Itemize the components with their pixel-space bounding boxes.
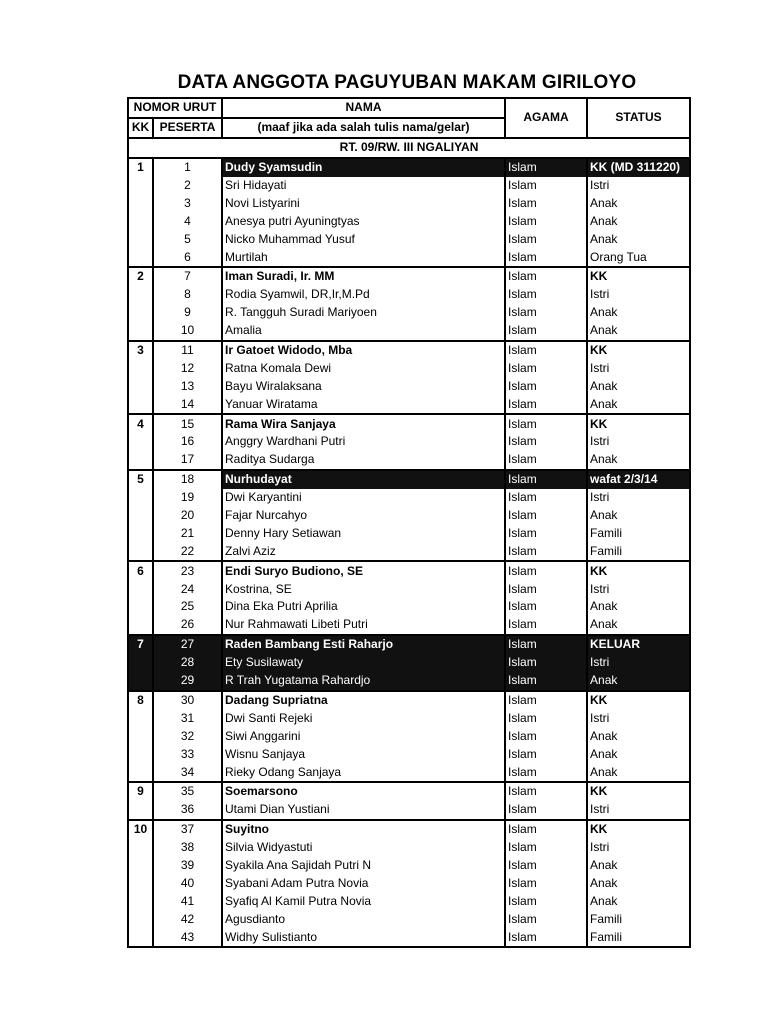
name-cell: Rodia Syamwil, DR,Ir,M.Pd [222, 286, 505, 304]
agama-cell: Islam [505, 158, 587, 177]
peserta-cell: 36 [153, 801, 222, 820]
peserta-cell: 34 [153, 763, 222, 782]
kk-cell [128, 928, 153, 947]
peserta-cell: 25 [153, 598, 222, 616]
agama-cell: Islam [505, 782, 587, 801]
peserta-cell: 43 [153, 928, 222, 947]
table-row [128, 286, 690, 304]
table-row [128, 304, 690, 322]
table-row [128, 177, 690, 195]
kk-cell [128, 857, 153, 875]
name-cell: Siwi Anggarini [222, 727, 505, 745]
name-cell: Dudy Syamsudin [222, 158, 505, 177]
agama-cell: Islam [505, 194, 587, 212]
agama-cell: Islam [505, 451, 587, 470]
agama-cell: Islam [505, 727, 587, 745]
status-cell: Istri [587, 489, 690, 507]
name-cell: Dwi Karyantini [222, 489, 505, 507]
status-cell: Istri [587, 654, 690, 672]
kk-cell [128, 910, 153, 928]
agama-cell: Islam [505, 524, 587, 542]
peserta-cell: 10 [153, 322, 222, 341]
agama-cell: Islam [505, 395, 587, 414]
status-cell: Anak [587, 727, 690, 745]
kk-cell: 8 [128, 691, 153, 710]
peserta-cell: 14 [153, 395, 222, 414]
document-title: DATA ANGGOTA PAGUYUBAN MAKAM GIRILOYO [177, 72, 637, 93]
peserta-cell: 21 [153, 524, 222, 542]
table-row [128, 212, 690, 230]
agama-cell: Islam [505, 304, 587, 322]
table-row [128, 892, 690, 910]
name-cell: Nurhudayat [222, 470, 505, 489]
table-row [128, 709, 690, 727]
agama-cell: Islam [505, 709, 587, 727]
agama-cell: Islam [505, 377, 587, 395]
status-cell: Anak [587, 892, 690, 910]
table-row [128, 616, 690, 635]
peserta-cell: 8 [153, 286, 222, 304]
kk-cell: 4 [128, 414, 153, 433]
header-agama: AGAMA [505, 98, 587, 138]
status-cell: KK [587, 820, 690, 839]
agama-cell: Islam [505, 820, 587, 839]
table-row [128, 598, 690, 616]
status-cell: Istri [587, 709, 690, 727]
status-cell: Anak [587, 212, 690, 230]
name-cell: Zalvi Aziz [222, 542, 505, 561]
table-row [128, 359, 690, 377]
peserta-cell: 38 [153, 839, 222, 857]
kk-cell [128, 763, 153, 782]
header-peserta: PESERTA [153, 118, 222, 138]
status-cell: KK [587, 341, 690, 360]
peserta-cell: 7 [153, 267, 222, 286]
table-row [128, 580, 690, 598]
status-cell: Anak [587, 451, 690, 470]
status-cell: Anak [587, 395, 690, 414]
agama-cell: Islam [505, 341, 587, 360]
kk-cell [128, 745, 153, 763]
kk-cell [128, 654, 153, 672]
name-cell: Ratna Komala Dewi [222, 359, 505, 377]
table-row [128, 451, 690, 470]
status-cell: Anak [587, 377, 690, 395]
name-cell: Kostrina, SE [222, 580, 505, 598]
kk-cell [128, 230, 153, 248]
name-cell: Amalia [222, 322, 505, 341]
peserta-cell: 40 [153, 874, 222, 892]
status-cell: Anak [587, 304, 690, 322]
name-cell: Syakila Ana Sajidah Putri N [222, 857, 505, 875]
status-cell: Anak [587, 507, 690, 525]
peserta-cell: 9 [153, 304, 222, 322]
status-cell: Anak [587, 745, 690, 763]
status-cell: Anak [587, 857, 690, 875]
peserta-cell: 22 [153, 542, 222, 561]
agama-cell: Islam [505, 414, 587, 433]
kk-cell: 6 [128, 561, 153, 580]
status-cell: Anak [587, 322, 690, 341]
table-row [128, 267, 690, 286]
name-cell: Rieky Odang Sanjaya [222, 763, 505, 782]
status-cell: Famili [587, 928, 690, 947]
status-cell: Famili [587, 542, 690, 561]
table-row [128, 248, 690, 267]
kk-cell: 7 [128, 635, 153, 654]
kk-cell [128, 489, 153, 507]
name-cell: Soemarsono [222, 782, 505, 801]
peserta-cell: 32 [153, 727, 222, 745]
peserta-cell: 2 [153, 177, 222, 195]
status-cell: KK [587, 561, 690, 580]
peserta-cell: 24 [153, 580, 222, 598]
kk-cell [128, 212, 153, 230]
agama-cell: Islam [505, 857, 587, 875]
agama-cell: Islam [505, 745, 587, 763]
name-cell: Utami Dian Yustiani [222, 801, 505, 820]
status-cell: Istri [587, 433, 690, 451]
peserta-cell: 4 [153, 212, 222, 230]
agama-cell: Islam [505, 507, 587, 525]
name-cell: Raden Bambang Esti Raharjo [222, 635, 505, 654]
name-cell: Endi Suryo Budiono, SE [222, 561, 505, 580]
status-cell: KK [587, 267, 690, 286]
status-cell: KELUAR [587, 635, 690, 654]
agama-cell: Islam [505, 928, 587, 947]
name-cell: Widhy Sulistianto [222, 928, 505, 947]
agama-cell: Islam [505, 598, 587, 616]
kk-cell: 10 [128, 820, 153, 839]
kk-cell [128, 377, 153, 395]
table-row [128, 414, 690, 433]
agama-cell: Islam [505, 654, 587, 672]
kk-cell: 3 [128, 341, 153, 360]
status-cell: Istri [587, 580, 690, 598]
peserta-cell: 41 [153, 892, 222, 910]
table-row [128, 561, 690, 580]
name-cell: Yanuar Wiratama [222, 395, 505, 414]
name-cell: Dina Eka Putri Aprilia [222, 598, 505, 616]
section-title: RT. 09/RW. III NGALIYAN [128, 138, 690, 158]
peserta-cell: 20 [153, 507, 222, 525]
table-row [128, 489, 690, 507]
name-cell: Agusdianto [222, 910, 505, 928]
peserta-cell: 28 [153, 654, 222, 672]
header-nama: NAMA [222, 98, 505, 118]
kk-cell [128, 616, 153, 635]
status-cell: KK (MD 311220) [587, 158, 690, 177]
name-cell: Denny Hary Setiawan [222, 524, 505, 542]
table-row [128, 763, 690, 782]
name-cell: Syafiq Al Kamil Putra Novia [222, 892, 505, 910]
table-row [128, 635, 690, 654]
name-cell: Ety Susilawaty [222, 654, 505, 672]
status-cell: Anak [587, 672, 690, 691]
kk-cell [128, 839, 153, 857]
agama-cell: Islam [505, 177, 587, 195]
kk-cell: 2 [128, 267, 153, 286]
agama-cell: Islam [505, 801, 587, 820]
agama-cell: Islam [505, 286, 587, 304]
table-row [128, 910, 690, 928]
peserta-cell: 11 [153, 341, 222, 360]
agama-cell: Islam [505, 635, 587, 654]
table-row [128, 158, 690, 177]
agama-cell: Islam [505, 763, 587, 782]
status-cell: Famili [587, 524, 690, 542]
agama-cell: Islam [505, 212, 587, 230]
peserta-cell: 19 [153, 489, 222, 507]
table-row [128, 801, 690, 820]
kk-cell [128, 248, 153, 267]
agama-cell: Islam [505, 322, 587, 341]
name-cell: Rama Wira Sanjaya [222, 414, 505, 433]
table-row [128, 194, 690, 212]
peserta-cell: 35 [153, 782, 222, 801]
table-row [128, 470, 690, 489]
status-cell: Istri [587, 839, 690, 857]
kk-cell [128, 194, 153, 212]
name-cell: Anesya putri Ayuningtyas [222, 212, 505, 230]
kk-cell [128, 892, 153, 910]
name-cell: Murtilah [222, 248, 505, 267]
table-row [128, 230, 690, 248]
kk-cell [128, 801, 153, 820]
table-row [128, 377, 690, 395]
header-nama-note: (maaf jika ada salah tulis nama/gelar) [222, 118, 505, 138]
table-row [128, 874, 690, 892]
name-cell: Bayu Wiralaksana [222, 377, 505, 395]
kk-cell [128, 524, 153, 542]
kk-cell [128, 709, 153, 727]
peserta-cell: 1 [153, 158, 222, 177]
status-cell: Famili [587, 910, 690, 928]
name-cell: Syabani Adam Putra Novia [222, 874, 505, 892]
agama-cell: Islam [505, 267, 587, 286]
status-cell: Orang Tua [587, 248, 690, 267]
name-cell: Dadang Supriatna [222, 691, 505, 710]
peserta-cell: 3 [153, 194, 222, 212]
table-row [128, 839, 690, 857]
table-row [128, 507, 690, 525]
table-row [128, 542, 690, 561]
kk-cell [128, 433, 153, 451]
agama-cell: Islam [505, 230, 587, 248]
agama-cell: Islam [505, 691, 587, 710]
table-row [128, 433, 690, 451]
status-cell: Anak [587, 616, 690, 635]
name-cell: Iman Suradi, Ir. MM [222, 267, 505, 286]
table-row [128, 727, 690, 745]
agama-cell: Islam [505, 248, 587, 267]
peserta-cell: 30 [153, 691, 222, 710]
table-row [128, 341, 690, 360]
kk-cell: 5 [128, 470, 153, 489]
kk-cell [128, 874, 153, 892]
table-row [128, 691, 690, 710]
peserta-cell: 15 [153, 414, 222, 433]
kk-cell [128, 672, 153, 691]
kk-cell [128, 304, 153, 322]
name-cell: Sri Hidayati [222, 177, 505, 195]
name-cell: Nicko Muhammad Yusuf [222, 230, 505, 248]
name-cell: Suyitno [222, 820, 505, 839]
name-cell: Silvia Widyastuti [222, 839, 505, 857]
peserta-cell: 18 [153, 470, 222, 489]
name-cell: R. Tangguh Suradi Mariyoen [222, 304, 505, 322]
peserta-cell: 29 [153, 672, 222, 691]
peserta-cell: 42 [153, 910, 222, 928]
peserta-cell: 27 [153, 635, 222, 654]
kk-cell [128, 580, 153, 598]
agama-cell: Islam [505, 616, 587, 635]
status-cell: Anak [587, 874, 690, 892]
agama-cell: Islam [505, 433, 587, 451]
agama-cell: Islam [505, 580, 587, 598]
status-cell: Anak [587, 763, 690, 782]
status-cell: Anak [587, 230, 690, 248]
status-cell: Istri [587, 801, 690, 820]
peserta-cell: 23 [153, 561, 222, 580]
kk-cell [128, 727, 153, 745]
peserta-cell: 16 [153, 433, 222, 451]
peserta-cell: 31 [153, 709, 222, 727]
name-cell: Fajar Nurcahyo [222, 507, 505, 525]
agama-cell: Islam [505, 892, 587, 910]
table-row [128, 672, 690, 691]
peserta-cell: 6 [153, 248, 222, 267]
name-cell: Wisnu Sanjaya [222, 745, 505, 763]
peserta-cell: 13 [153, 377, 222, 395]
name-cell: Ir Gatoet Widodo, Mba [222, 341, 505, 360]
kk-cell [128, 542, 153, 561]
status-cell: Anak [587, 598, 690, 616]
table-row [128, 820, 690, 839]
kk-cell [128, 177, 153, 195]
table-row [128, 928, 690, 947]
kk-cell: 1 [128, 158, 153, 177]
kk-cell: 9 [128, 782, 153, 801]
agama-cell: Islam [505, 672, 587, 691]
status-cell: KK [587, 782, 690, 801]
name-cell: Raditya Sudarga [222, 451, 505, 470]
peserta-cell: 17 [153, 451, 222, 470]
table-row [128, 524, 690, 542]
peserta-cell: 37 [153, 820, 222, 839]
table-row [128, 745, 690, 763]
status-cell: Istri [587, 359, 690, 377]
agama-cell: Islam [505, 910, 587, 928]
status-cell: Istri [587, 177, 690, 195]
name-cell: Nur Rahmawati Libeti Putri [222, 616, 505, 635]
kk-cell [128, 286, 153, 304]
kk-cell [128, 598, 153, 616]
peserta-cell: 39 [153, 857, 222, 875]
status-cell: Anak [587, 194, 690, 212]
name-cell: Dwi Santi Rejeki [222, 709, 505, 727]
kk-cell [128, 451, 153, 470]
agama-cell: Islam [505, 561, 587, 580]
kk-cell [128, 322, 153, 341]
agama-cell: Islam [505, 489, 587, 507]
header-status: STATUS [587, 98, 690, 138]
agama-cell: Islam [505, 874, 587, 892]
peserta-cell: 12 [153, 359, 222, 377]
table-row [128, 395, 690, 414]
name-cell: R Trah Yugatama Rahardjo [222, 672, 505, 691]
header-kk: KK [128, 118, 153, 138]
agama-cell: Islam [505, 542, 587, 561]
status-cell: wafat 2/3/14 [587, 470, 690, 489]
peserta-cell: 33 [153, 745, 222, 763]
agama-cell: Islam [505, 359, 587, 377]
name-cell: Anggry Wardhani Putri [222, 433, 505, 451]
status-cell: KK [587, 414, 690, 433]
kk-cell [128, 359, 153, 377]
table-row [128, 857, 690, 875]
member-table [127, 97, 691, 948]
status-cell: KK [587, 691, 690, 710]
peserta-cell: 5 [153, 230, 222, 248]
name-cell: Novi Listyarini [222, 194, 505, 212]
agama-cell: Islam [505, 839, 587, 857]
table-row [128, 782, 690, 801]
agama-cell: Islam [505, 470, 587, 489]
table-row [128, 322, 690, 341]
header-nomor-urut: NOMOR URUT [128, 98, 222, 118]
table-row [128, 654, 690, 672]
kk-cell [128, 395, 153, 414]
status-cell: Istri [587, 286, 690, 304]
peserta-cell: 26 [153, 616, 222, 635]
kk-cell [128, 507, 153, 525]
